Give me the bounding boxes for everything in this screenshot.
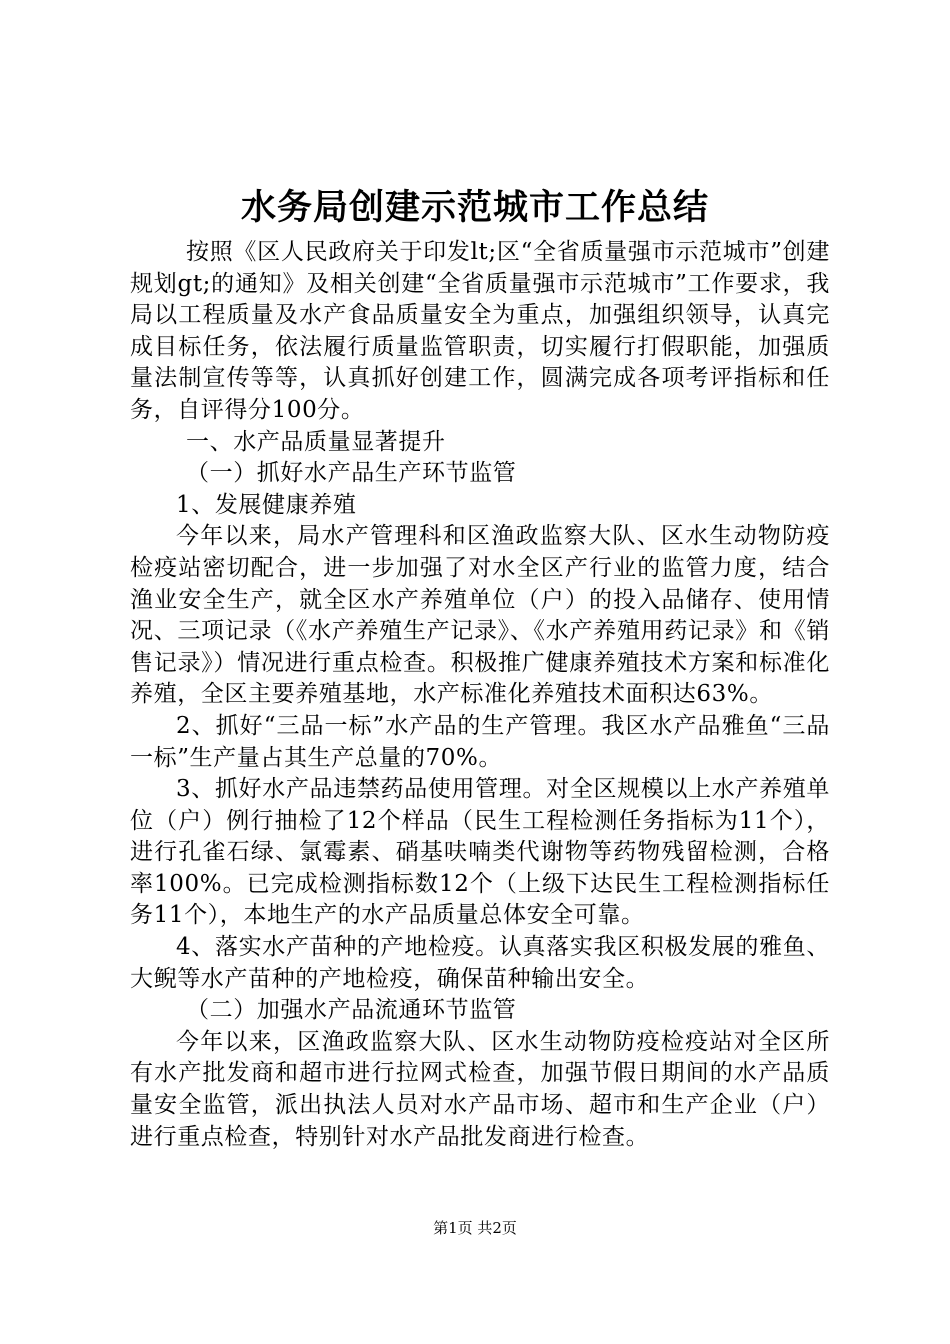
section-heading-1: 一、水产品质量显著提升 <box>186 428 446 455</box>
item-heading-1: 1、发展健康养殖 <box>176 491 357 518</box>
paragraph-item-3: 3、抓好水产品违禁药品使用管理。对全区规模以上水产养殖单位（户）例行抽检了12个样品（民生工程检测任务指标为11个），进行孔雀石绿、氯霉素、硝基呋喃类代谢物等药物残留检测，合格率100%。已完成检测指标数12个（上级下达民生工程检测指标任务11个），本地生产的水产品质量总体安全可靠。 <box>130 776 830 929</box>
paragraph-item-2: 2、抓好“三品一标”水产品的生产管理。我区水产品雅鱼“三品一标”生产量占其生产总量的70%。 <box>130 712 830 771</box>
paragraph-intro: 按照《区人民政府关于印发lt;区“全省质量强市示范城市”创建规划gt;的通知》及相关创建“全省质量强市示范城市”工作要求，我局以工程质量及水产食品质量安全为重点，加强组织领导，认真完成目标任务，依法履行质量监管职责，切实履行打假职能，加强质量法制宣传等等，认真抓好创建工作，圆满完成各项考评指标和任务，自评得分100分。 <box>130 239 830 423</box>
paragraph-circulation: 今年以来，区渔政监察大队、区水生动物防疫检疫站对全区所有水产批发商和超市进行拉网式检查，加强节假日期间的水产品质量安全监管，派出执法人员对水产品市场、超市和生产企业（户）进行重点检查，特别针对水产品批发商进行检查。 <box>130 1028 830 1150</box>
paragraph-item-4: 4、落实水产苗种的产地检疫。认真落实我区积极发展的雅鱼、大鲵等水产苗种的产地检疫，确保苗种输出安全。 <box>130 934 830 992</box>
page-number: 第1页 共2页 <box>433 1219 517 1237</box>
subsection-heading-2: （二）加强水产品流通环节监管 <box>186 997 517 1024</box>
document-body <box>130 237 830 1153</box>
subsection-heading-1: （一）抓好水产品生产环节监管 <box>186 460 517 487</box>
document-title: 水务局创建示范城市工作总结 <box>240 188 709 228</box>
paragraph-healthy-farming: 今年以来，局水产管理科和区渔政监察大队、区水生动物防疫检疫站密切配合，进一步加强了对水全区产行业的监管力度，结合渔业安全生产，就全区水产养殖单位（户）的投入品储存、使用情况、三项记录（《水产养殖生产记录》、《水产养殖用药记录》和《销售记录》）情况进行重点检查。积极推广健康养殖技术方案和标准化养殖，全区主要养殖基地，水产标准化养殖技术面积达63%。 <box>130 523 830 708</box>
